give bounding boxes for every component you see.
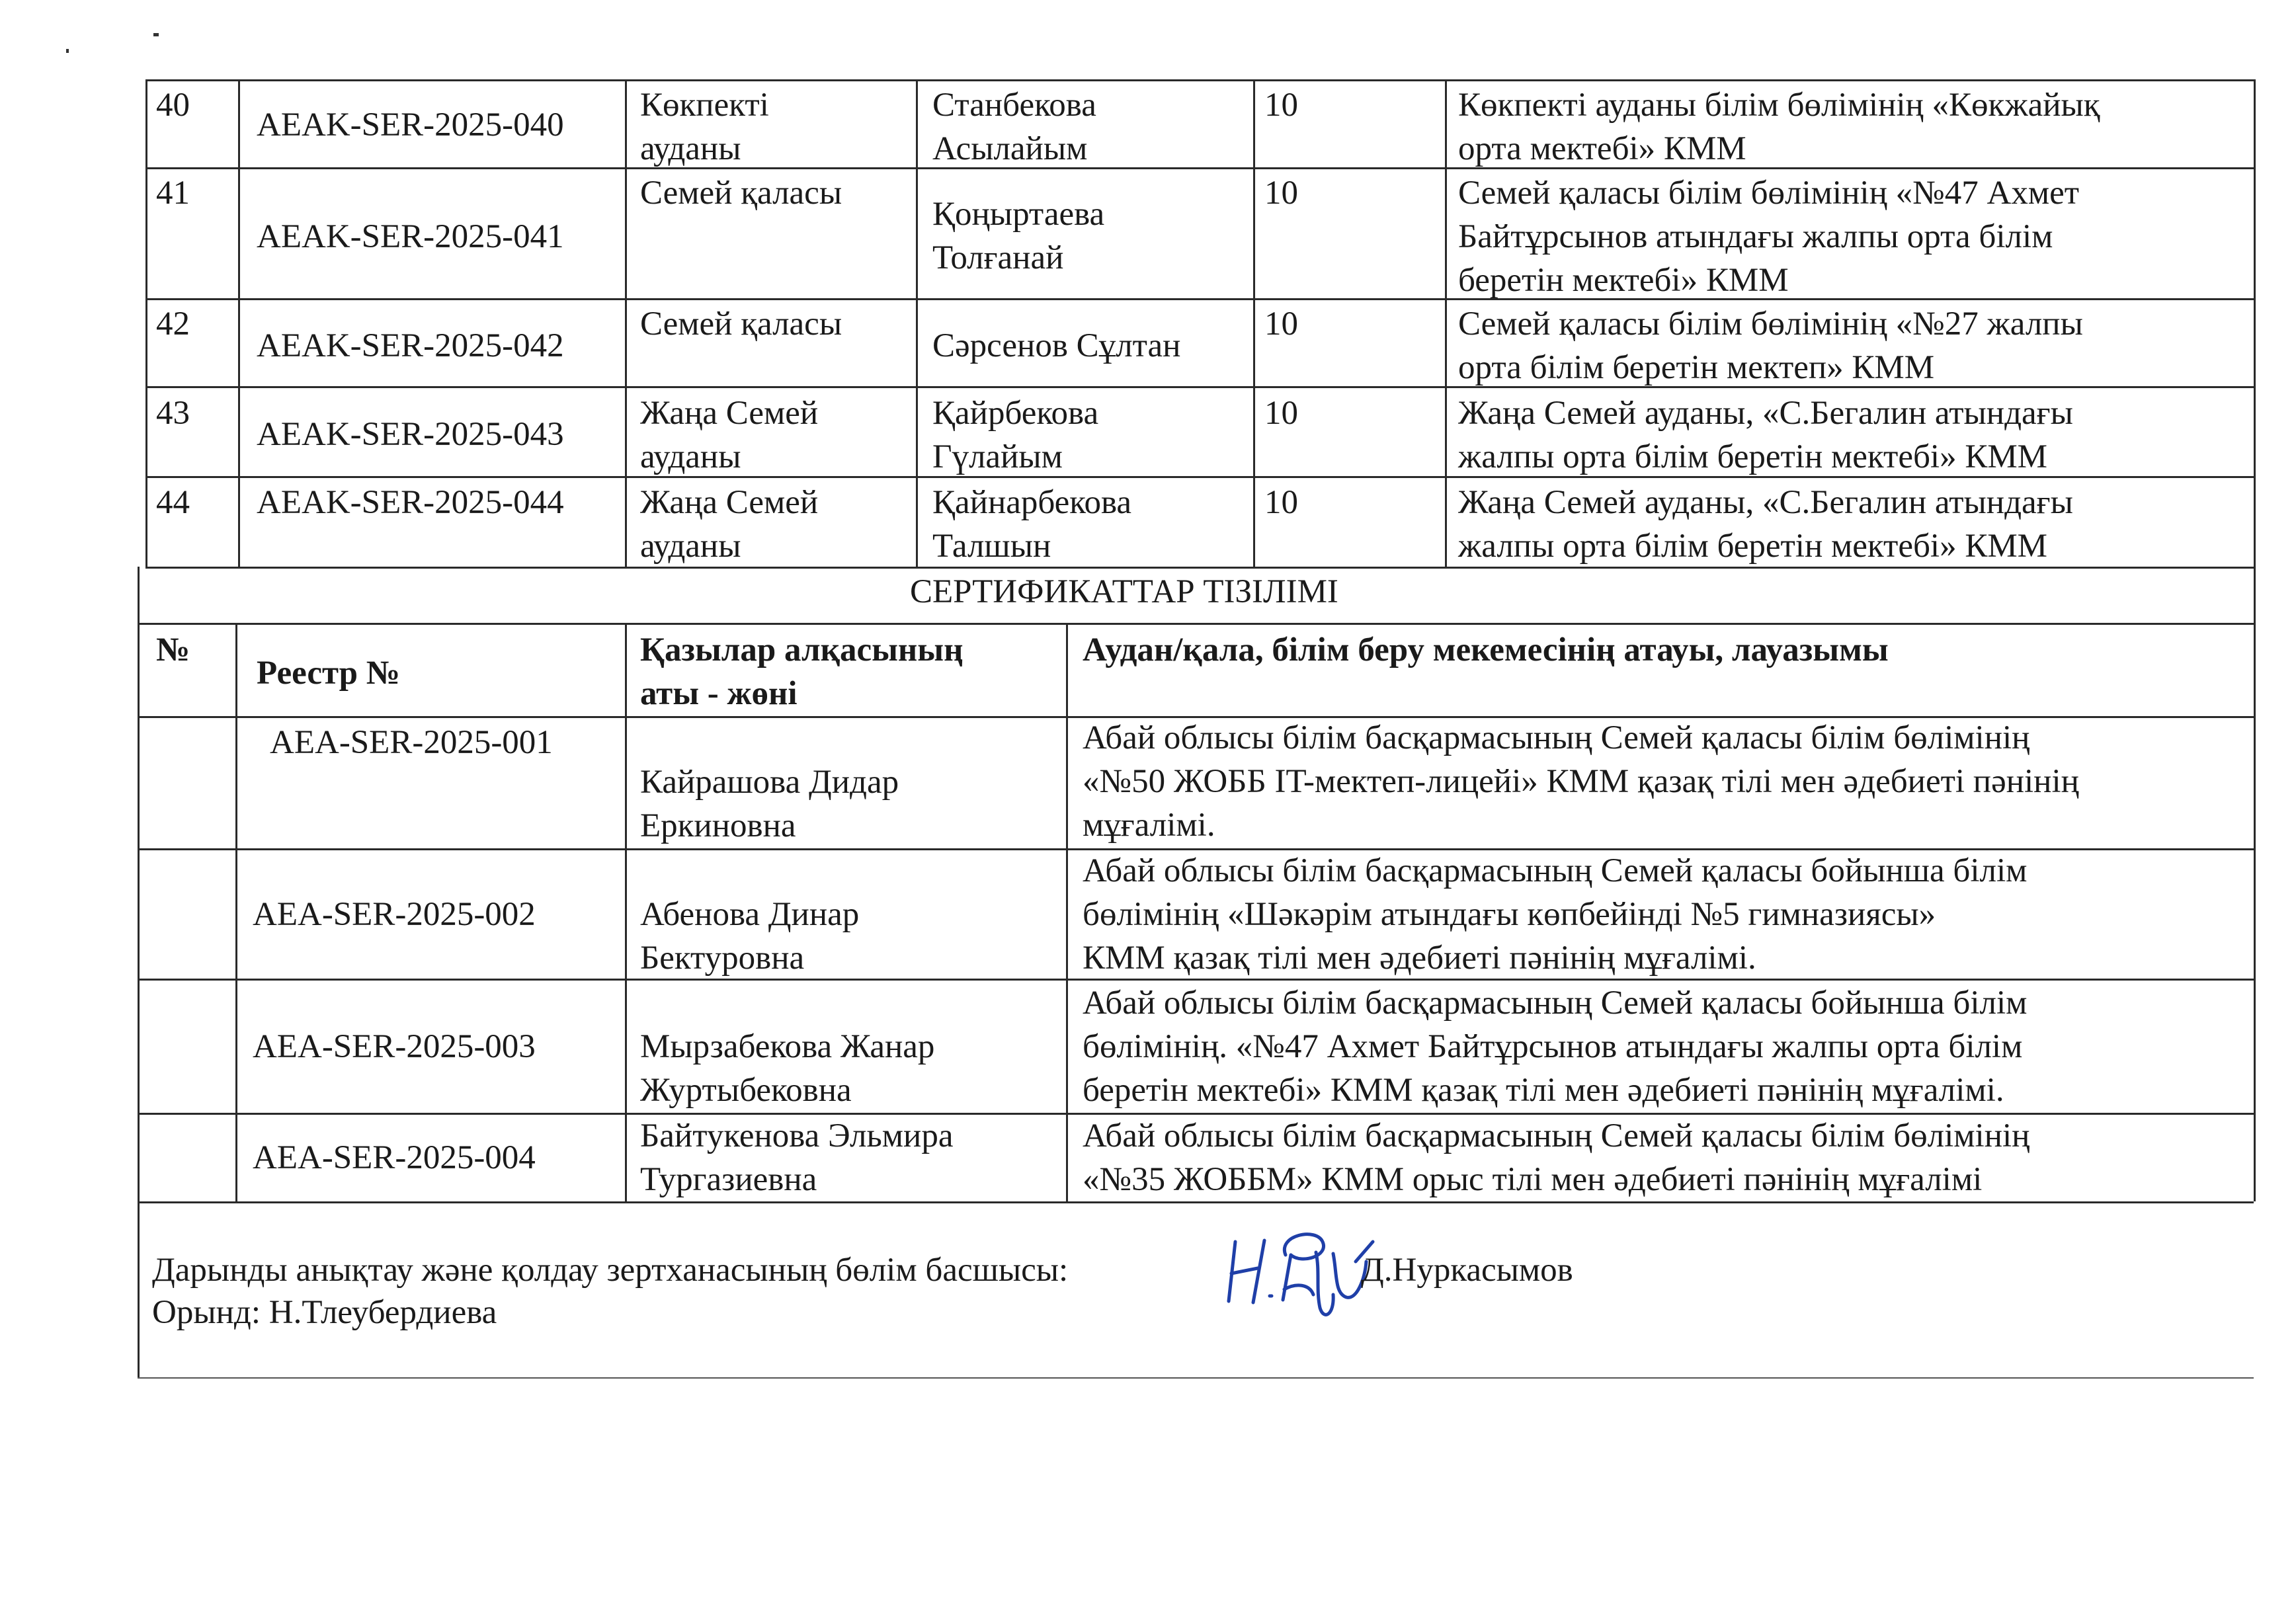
row-number: 44 [156, 484, 190, 521]
institution: Абай облысы білім басқармасының Семей қаласы бойынша білім [1083, 852, 2028, 889]
executor: Орынд: Н.Тлеубердиева [152, 1294, 497, 1331]
judge-name: Бектуровна [640, 940, 805, 977]
student-name: Қайнарбекова [932, 484, 1132, 521]
school: жалпы орта білім беретін мектебі» КММ [1458, 528, 2048, 565]
student-name: Сәрсенов Сұлтан [932, 327, 1181, 364]
school: Көкпекті ауданы білім бөлімінің «Көкжайық [1458, 87, 2100, 124]
grade: 10 [1264, 484, 1298, 521]
registry-code: AEA-SER-2025-004 [253, 1139, 536, 1176]
header-num: № [156, 631, 190, 668]
scan-speck [153, 33, 159, 36]
student-name: Қайрбекова [932, 395, 1099, 432]
registry-code: AEAK-SER-2025-043 [257, 416, 564, 453]
registry-code: AEA-SER-2025-001 [270, 724, 553, 761]
institution: мұғалімі. [1083, 807, 1215, 844]
header-institution: Аудан/қала, білім беру мекемесінің атауы, лауазымы [1083, 631, 1889, 668]
institution: «№35 ЖОББМ» КММ орыс тілі мен әдебиеті пәнінің мұғалімі [1083, 1161, 1983, 1198]
judge-name: Журтыбековна [640, 1072, 852, 1109]
district: Көкпекті [640, 87, 769, 124]
institution: бөлімінің «Шәкәрім атындағы көпбейінді №5 гимназиясы» [1083, 896, 1936, 933]
registry-code: AEAK-SER-2025-040 [257, 106, 564, 143]
judge-name: Абенова Динар [640, 896, 860, 933]
district: ауданы [640, 130, 741, 167]
grade: 10 [1264, 87, 1298, 124]
school: Семей қаласы білім бөлімінің «№47 Ахмет [1458, 175, 2080, 212]
scan-speck [66, 49, 69, 53]
institution: Абай облысы білім басқармасының Семей қаласы білім бөлімінің [1083, 1117, 2030, 1154]
row-number: 40 [156, 87, 190, 124]
school: жалпы орта білім беретін мектебі» КММ [1458, 438, 2048, 475]
grade: 10 [1264, 395, 1298, 432]
institution: «№50 ЖОББ IT-мектеп-лицейі» КММ қазақ тілі мен әдебиеті пәнінің [1083, 763, 2079, 800]
school: Жаңа Семей ауданы, «С.Бегалин атындағы [1458, 395, 2073, 432]
registry-code: AEAK-SER-2025-042 [257, 327, 564, 364]
institution: Абай облысы білім басқармасының Семей қаласы білім бөлімінің [1083, 719, 2030, 756]
student-name: Талшын [932, 528, 1051, 565]
header-registry: Реестр № [257, 655, 401, 692]
institution: КММ қазақ тілі мен әдебиеті пәнінің мұғалімі. [1083, 940, 1756, 977]
school: орта мектебі» КММ [1458, 130, 1746, 167]
section-title: СЕРТИФИКАТТАР ТІЗІЛІМІ [910, 573, 1338, 610]
judge-name: Тургазиевна [640, 1161, 817, 1198]
institution: Абай облысы білім басқармасының Семей қаласы бойынша білім [1083, 985, 2028, 1022]
row-number: 41 [156, 175, 190, 212]
judge-name: Еркиновна [640, 807, 796, 844]
row-number: 42 [156, 305, 190, 343]
signature-text: Н. Дүр [1018, 1012, 1038, 1019]
signature [1018, 1012, 1375, 1328]
judge-name: Байтукенова Эльмира [640, 1117, 954, 1154]
district: Семей қаласы [640, 305, 842, 343]
registry-code: AEAK-SER-2025-041 [257, 218, 564, 255]
school: Жаңа Семей ауданы, «С.Бегалин атындағы [1458, 484, 2073, 521]
district: Семей қаласы [640, 175, 842, 212]
institution: беретін мектебі» КММ қазақ тілі мен әдебиеті пәнінің мұғалімі. [1083, 1072, 2004, 1109]
header-judge: аты - жөні [640, 675, 798, 712]
student-name: Толғанай [932, 239, 1064, 276]
district: ауданы [640, 438, 741, 475]
registry-code: AEA-SER-2025-003 [253, 1028, 536, 1065]
school: Семей қаласы білім бөлімінің «№27 жалпы [1458, 305, 2083, 343]
registry-code: AEA-SER-2025-002 [253, 896, 536, 933]
row-number: 43 [156, 395, 190, 432]
student-name: Асылайым [932, 130, 1088, 167]
head-name: Д.Нуркасымов [1361, 1252, 1573, 1289]
judge-name: Мырзабекова Жанар [640, 1028, 935, 1065]
judge-name: Кайрашова Дидар [640, 764, 899, 801]
registry-code: AEAK-SER-2025-044 [257, 484, 564, 521]
grade: 10 [1264, 175, 1298, 212]
student-name: Гүлайым [932, 438, 1063, 475]
head-label: Дарынды анықтау және қолдау зертханасының бөлім басшысы: [152, 1252, 1069, 1289]
district: Жаңа Семей [640, 395, 819, 432]
grade: 10 [1264, 305, 1298, 343]
institution: бөлімінің. «№47 Ахмет Байтұрсынов атындағы жалпы орта білім [1083, 1028, 2023, 1065]
school: беретін мектебі» КММ [1458, 262, 1789, 299]
district: ауданы [640, 528, 741, 565]
district: Жаңа Семей [640, 484, 819, 521]
student-name: Станбекова [932, 87, 1096, 124]
school: орта білім беретін мектеп» КММ [1458, 349, 1935, 386]
student-name: Қоңыртаева [932, 196, 1105, 233]
school: Байтұрсынов атындағы жалпы орта білім [1458, 218, 2053, 255]
header-judge: Қазылар алқасының [640, 631, 964, 668]
